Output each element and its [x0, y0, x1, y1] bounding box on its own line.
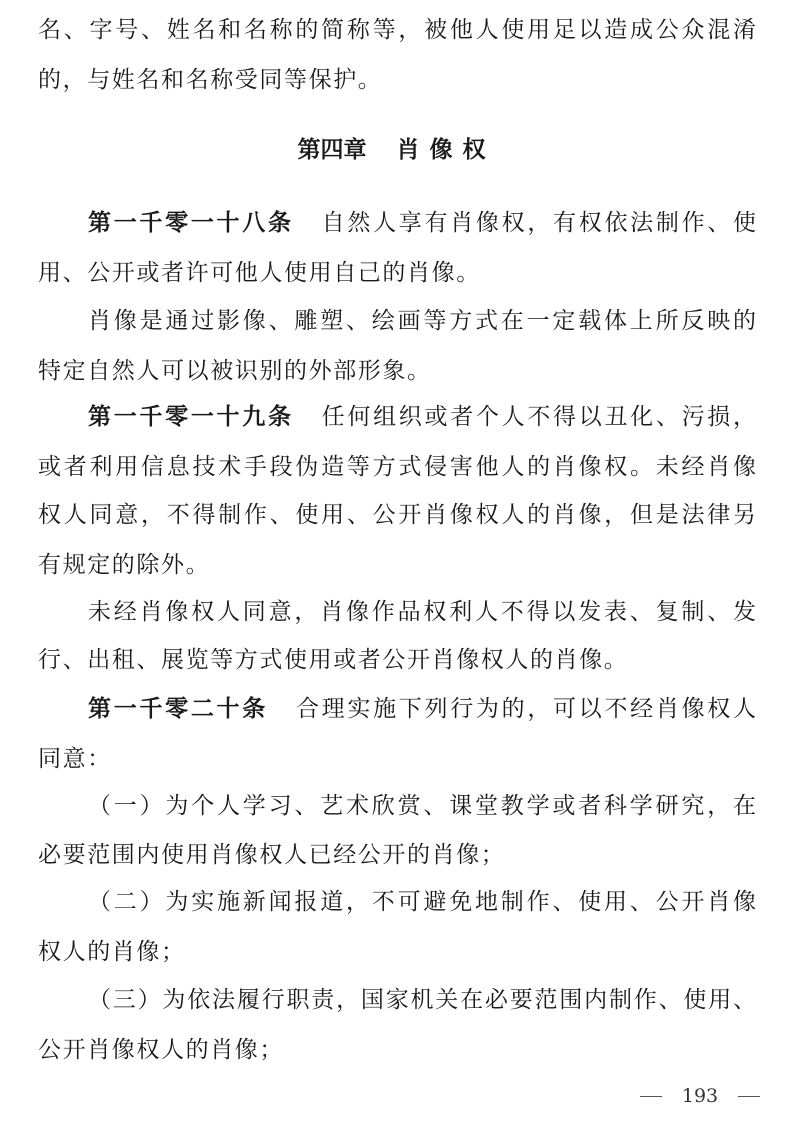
article-1020-item3-line-1: （三）为依法履行职责，国家机关在必要范围内制作、使用、: [88, 987, 756, 1013]
article-1020-label: 第一千零二十条: [88, 696, 268, 722]
article-1019-line-1: [88, 397, 756, 437]
article-1020-line-1: [88, 689, 756, 729]
article-1018-label: 第一千零一十八条: [88, 210, 294, 236]
page-number: 193: [681, 1085, 719, 1107]
article-1019-label: 第一千零一十九条: [88, 404, 294, 430]
article-1019-para2-line-1: 未经肖像权人同意，肖像作品权利人不得以发表、复制、发: [88, 599, 756, 625]
article-1018-para2-line-2: 特定自然人可以被识别的外部形象。: [38, 358, 432, 384]
intro-line-2: 的，与姓名和名称受同等保护。: [38, 67, 383, 93]
chapter-number: 第四章: [297, 137, 367, 163]
article-1019-text: 任何组织或者个人不得以丑化、污损，: [321, 404, 757, 430]
article-1020-item1-line-2: 必要范围内使用肖像权人已经公开的肖像；: [38, 842, 506, 868]
article-1018-para2-line-1: 肖像是通过影像、雕塑、绘画等方式在一定载体上所反映的: [88, 308, 756, 334]
intro-line-1: 名、字号、姓名和名称的简称等，被他人使用足以造成公众混淆: [38, 17, 756, 43]
page-number-footer: [640, 1082, 760, 1110]
article-1020-item1-line-1: （一）为个人学习、艺术欣赏、课堂教学或者科学研究，在: [88, 793, 756, 819]
page-number-dash-left: [640, 1096, 662, 1097]
article-1018-line-1: [88, 203, 756, 243]
article-1019-para2-line-2: 行、出租、展览等方式使用或者公开肖像权人的肖像。: [38, 647, 629, 673]
article-1018-line-2: 用、公开或者许可他人使用自己的肖像。: [38, 260, 481, 286]
article-1020-text: 合理实施下列行为的，可以不经肖像权人: [295, 696, 757, 722]
article-1020-item3-line-2: 公开肖像权人的肖像；: [38, 1037, 284, 1063]
chapter-heading: [0, 130, 793, 170]
page-number-dash-right: [738, 1096, 760, 1097]
article-1020-line-2: 同意：: [38, 746, 112, 772]
article-1018-text: 自然人享有肖像权，有权依法制作、使: [321, 210, 757, 236]
article-1019-line-2: 或者利用信息技术手段伪造等方式侵害他人的肖像权。未经肖像: [38, 454, 756, 480]
chapter-title: 肖像权: [396, 137, 496, 163]
article-1019-line-4: 有规定的除外。: [38, 552, 211, 578]
article-1020-item2-line-2: 权人的肖像；: [38, 939, 186, 965]
article-1019-line-3: 权人同意，不得制作、使用、公开肖像权人的肖像，但是法律另: [38, 502, 756, 528]
article-1020-item2-line-1: （二）为实施新闻报道，不可避免地制作、使用、公开肖像: [88, 889, 756, 915]
